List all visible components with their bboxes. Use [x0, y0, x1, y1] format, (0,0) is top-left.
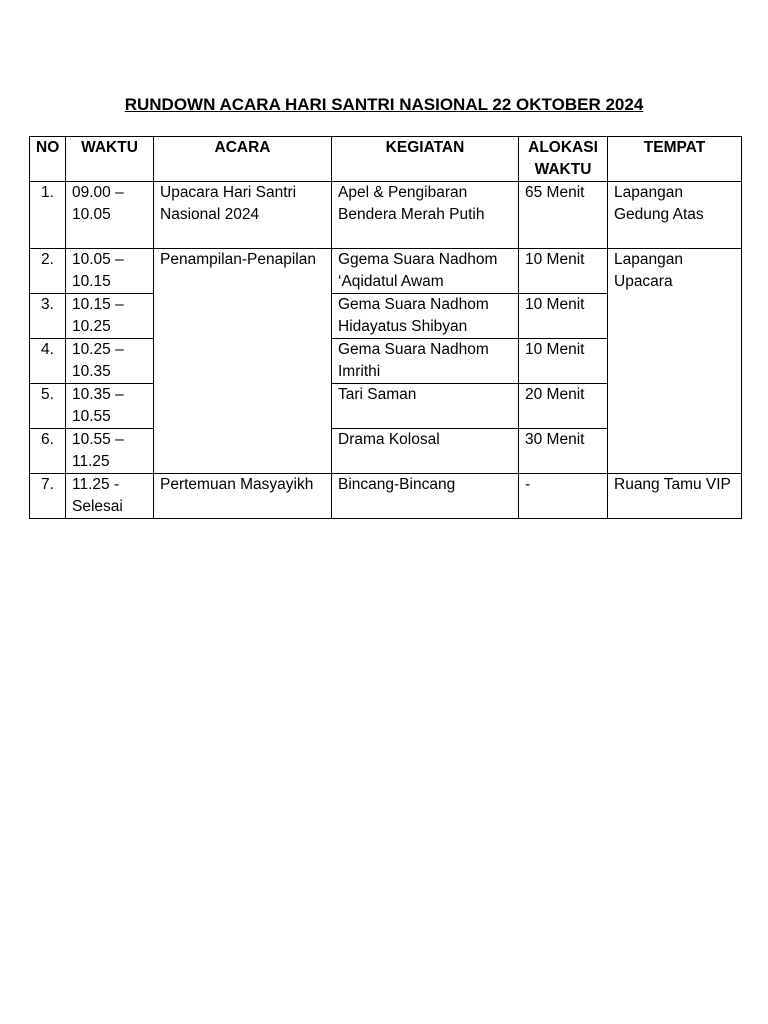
- cell-alokasi: 10 Menit: [519, 294, 608, 339]
- cell-acara-merged: Penampilan-Penapilan: [154, 249, 332, 474]
- header-no: NO: [30, 137, 66, 182]
- cell-tempat-merged: Lapangan Upacara: [608, 249, 742, 474]
- table-header-row: [30, 137, 742, 182]
- cell-acara: Pertemuan Masyayikh: [154, 474, 332, 519]
- cell-kegiatan: Ggema Suara Nadhom ‘Aqidatul Awam: [332, 249, 519, 294]
- table-row: [30, 249, 742, 294]
- cell-waktu: 11.25 - Selesai: [66, 474, 154, 519]
- document-title: RUNDOWN ACARA HARI SANTRI NASIONAL 22 OKTOBER 2024: [124, 95, 644, 114]
- cell-no: 7.: [30, 474, 66, 519]
- cell-waktu: 10.35 – 10.55: [66, 384, 154, 429]
- cell-alokasi: 10 Menit: [519, 339, 608, 384]
- cell-no: 5.: [30, 384, 66, 429]
- header-acara: ACARA: [154, 137, 332, 182]
- header-waktu: WAKTU: [66, 137, 154, 182]
- cell-waktu: 10.55 – 11.25: [66, 429, 154, 474]
- cell-kegiatan: Drama Kolosal: [332, 429, 519, 474]
- cell-alokasi: 20 Menit: [519, 384, 608, 429]
- header-kegiatan: KEGIATAN: [332, 137, 519, 182]
- cell-waktu: 10.15 – 10.25: [66, 294, 154, 339]
- cell-alokasi: 30 Menit: [519, 429, 608, 474]
- cell-waktu: 09.00 – 10.05: [66, 182, 154, 249]
- table-row: [30, 474, 742, 519]
- header-alokasi-waktu: ALOKASI WAKTU: [519, 137, 608, 182]
- cell-tempat: Lapangan Gedung Atas: [608, 182, 742, 249]
- rundown-table: [29, 136, 742, 519]
- cell-waktu: 10.05 – 10.15: [66, 249, 154, 294]
- cell-no: 1.: [30, 182, 66, 249]
- cell-no: 6.: [30, 429, 66, 474]
- header-tempat: TEMPAT: [608, 137, 742, 182]
- cell-no: 3.: [30, 294, 66, 339]
- cell-kegiatan: Gema Suara Nadhom Hidayatus Shibyan: [332, 294, 519, 339]
- cell-kegiatan: Apel & Pengibaran Bendera Merah Putih: [332, 182, 519, 249]
- table-row: [30, 182, 742, 249]
- cell-tempat: Ruang Tamu VIP: [608, 474, 742, 519]
- cell-alokasi: 65 Menit: [519, 182, 608, 249]
- cell-kegiatan: Gema Suara Nadhom Imrithi: [332, 339, 519, 384]
- cell-kegiatan: Tari Saman: [332, 384, 519, 429]
- cell-no: 4.: [30, 339, 66, 384]
- cell-waktu: 10.25 – 10.35: [66, 339, 154, 384]
- cell-alokasi: -: [519, 474, 608, 519]
- cell-acara: Upacara Hari Santri Nasional 2024: [154, 182, 332, 249]
- cell-alokasi: 10 Menit: [519, 249, 608, 294]
- cell-no: 2.: [30, 249, 66, 294]
- cell-kegiatan: Bincang-Bincang: [332, 474, 519, 519]
